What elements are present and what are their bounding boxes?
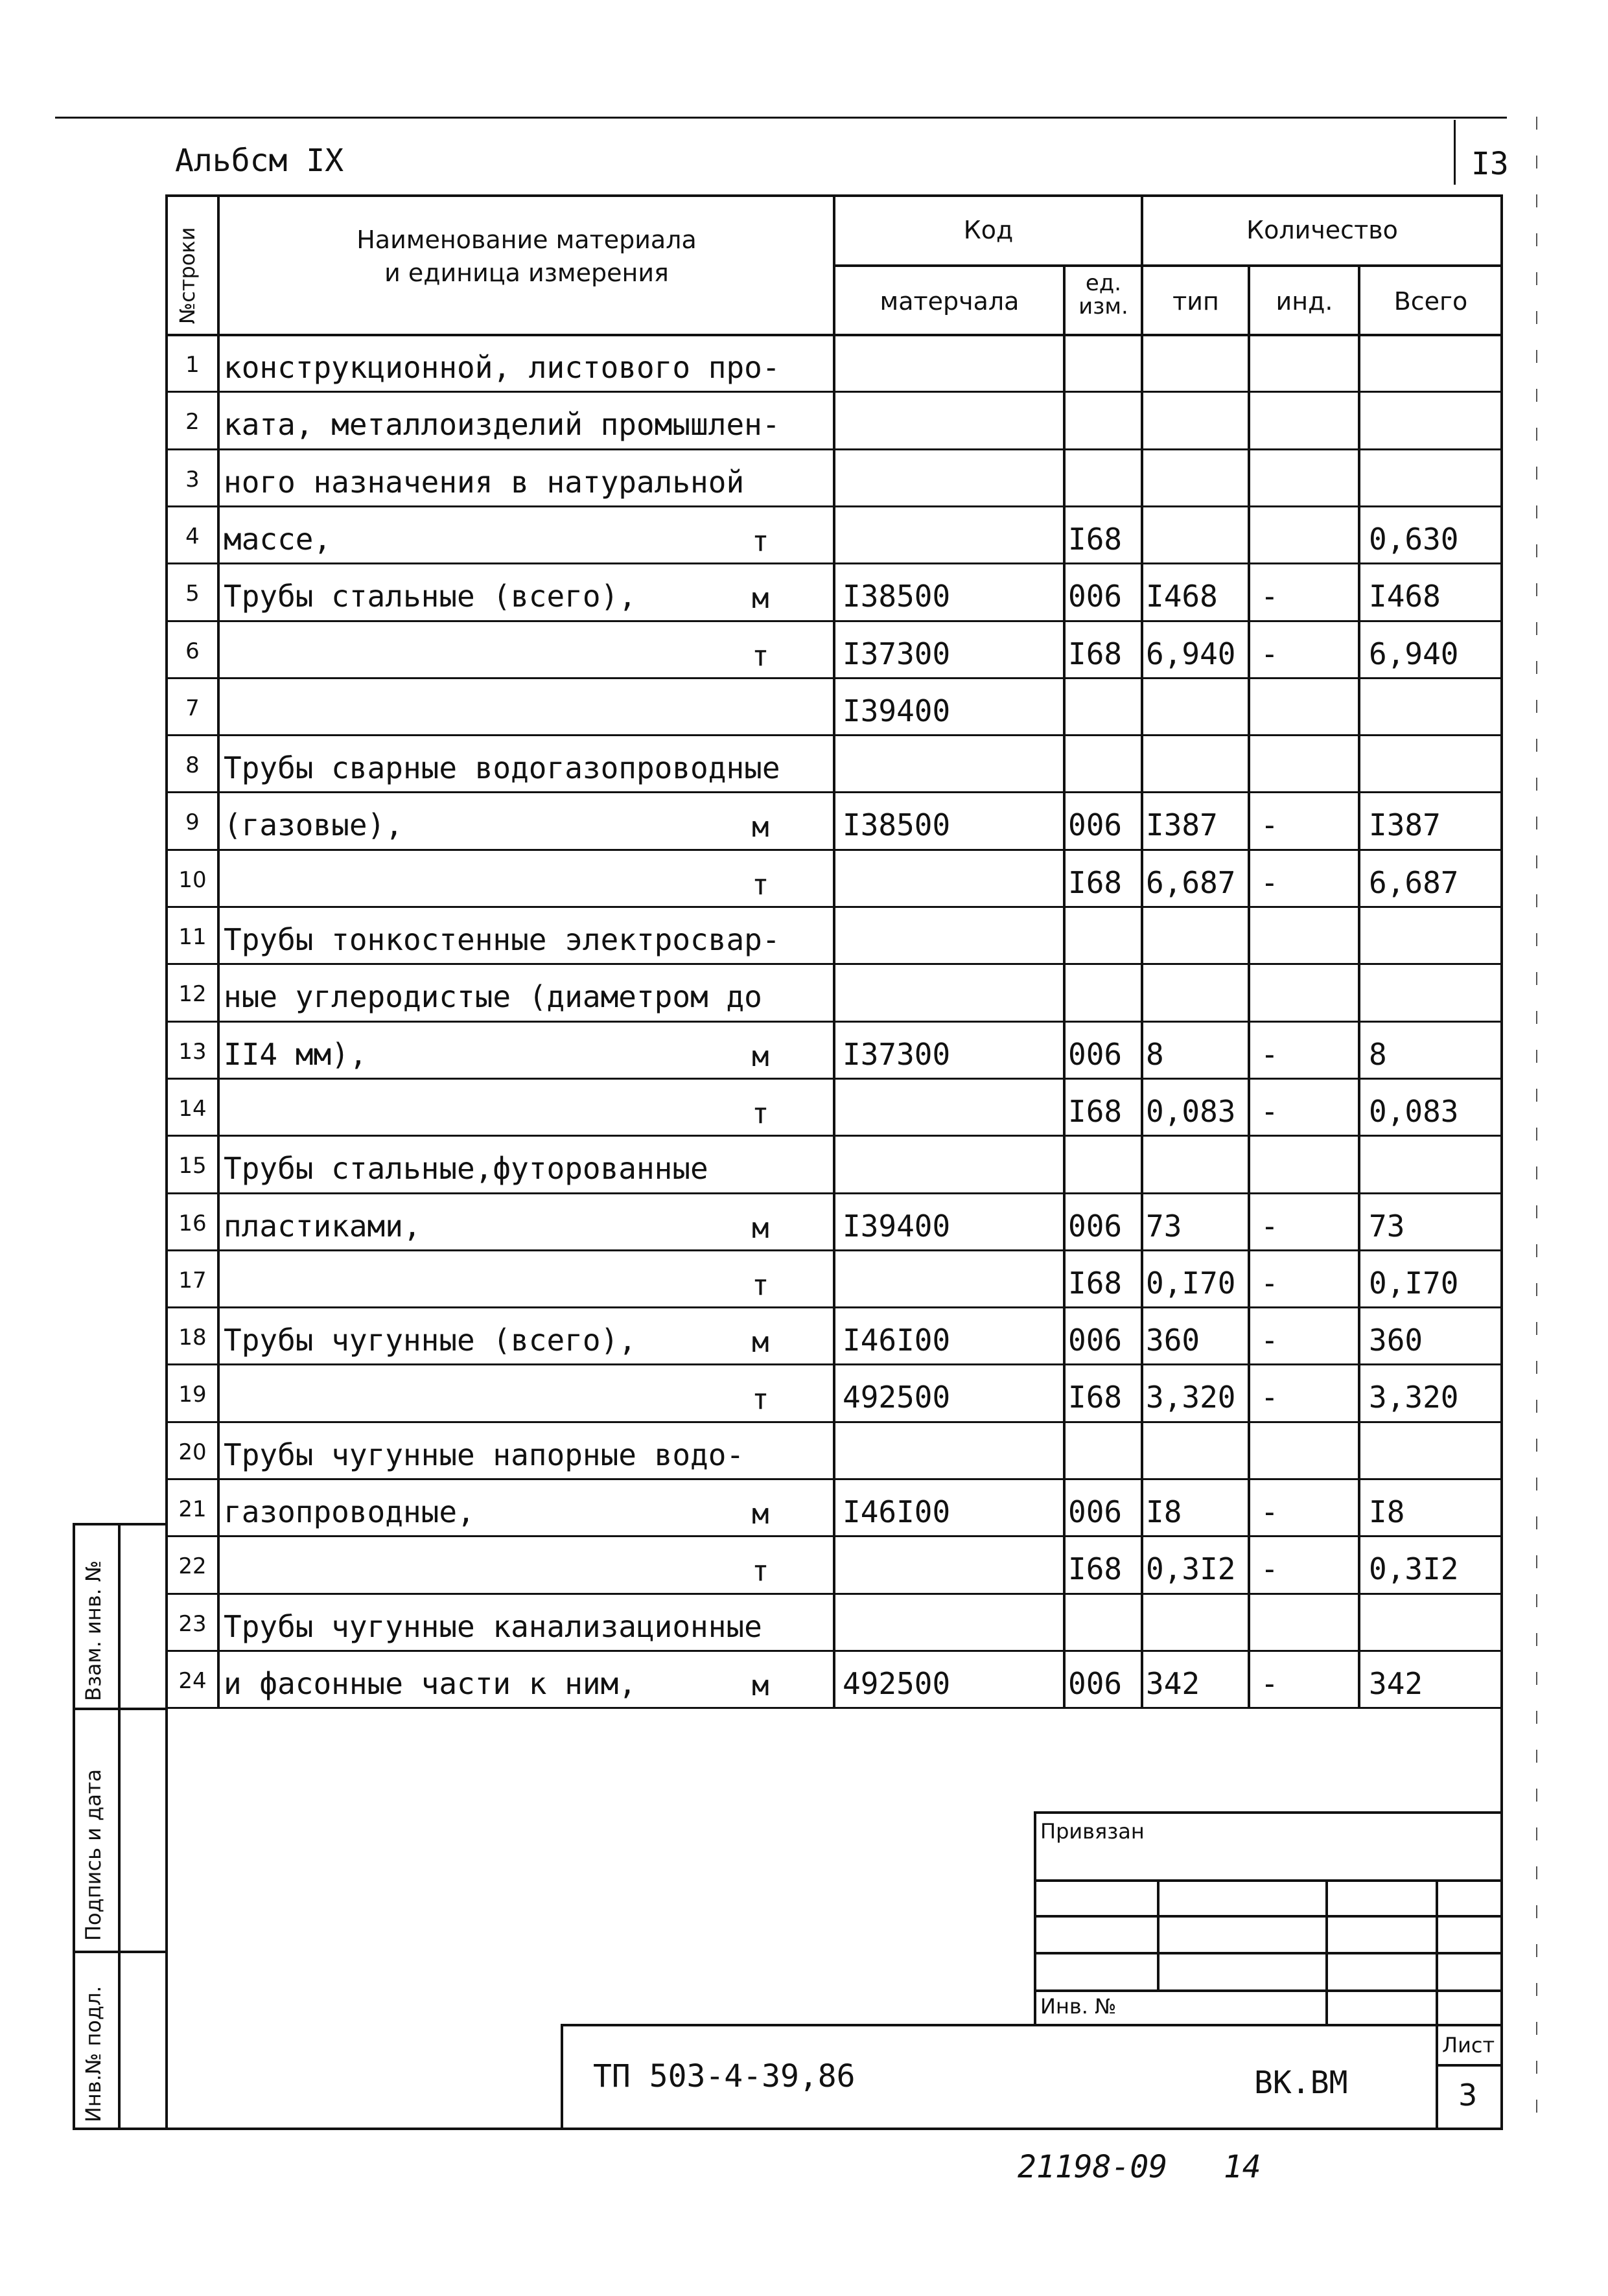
cell-unit: 006 xyxy=(1068,1666,1123,1701)
table-line xyxy=(833,264,1503,267)
table-line xyxy=(165,1249,1503,1251)
table-line xyxy=(1500,194,1503,1708)
cell-unit: I68 xyxy=(1068,1094,1123,1129)
row-number: 14 xyxy=(178,1096,207,1122)
header-total: Всего xyxy=(1393,287,1468,316)
cell-total: I387 xyxy=(1369,807,1441,842)
unit-abbr: т xyxy=(752,1555,769,1588)
row-number: 13 xyxy=(178,1039,207,1065)
cell-total: I8 xyxy=(1369,1494,1405,1529)
cell-mat: I38500 xyxy=(843,579,951,614)
stamp-podpis: Подпись и дата xyxy=(81,1768,106,1941)
row-number: 1 xyxy=(185,352,200,378)
material-name: Трубы чугунные напорные водо- xyxy=(224,1437,745,1472)
row-number: 7 xyxy=(185,695,200,721)
unit-abbr: т xyxy=(752,640,769,673)
table-line xyxy=(165,505,1503,507)
header-unit-text: ед. изм. xyxy=(1078,270,1128,319)
frame-left xyxy=(165,1708,168,2129)
cell-type: I468 xyxy=(1146,579,1218,614)
tb-privyazan: Привязан xyxy=(1040,1819,1145,1844)
table-line xyxy=(165,1192,1503,1194)
stamp-line xyxy=(73,1951,167,1953)
cell-ind: - xyxy=(1261,1266,1279,1301)
row-number: 10 xyxy=(178,867,207,893)
table-line xyxy=(165,1535,1503,1537)
cell-mat: I39400 xyxy=(843,1209,951,1244)
frame-bottom xyxy=(165,2128,1503,2130)
cell-type: 6,687 xyxy=(1146,865,1236,900)
tb-line xyxy=(1436,2064,1503,2067)
cell-ind: - xyxy=(1261,1380,1279,1415)
cell-total: 8 xyxy=(1369,1037,1387,1072)
table-line xyxy=(165,1363,1503,1365)
row-number: 20 xyxy=(178,1439,207,1465)
row-number: 21 xyxy=(178,1496,207,1522)
cell-mat: I37300 xyxy=(843,636,951,671)
tb-line xyxy=(1034,1811,1503,1814)
header-code: Код xyxy=(963,216,1014,244)
cell-unit: 006 xyxy=(1068,579,1123,614)
cell-type: 342 xyxy=(1146,1666,1200,1701)
table-line xyxy=(165,677,1503,679)
row-number: 12 xyxy=(178,981,207,1007)
row-number: 2 xyxy=(185,409,200,435)
cell-mat: I38500 xyxy=(843,807,951,842)
cell-ind: - xyxy=(1261,1094,1279,1129)
header-quantity: Количество xyxy=(1246,216,1398,244)
row-number: 16 xyxy=(178,1211,207,1236)
material-name: ката, металлоизделий промышлен- xyxy=(224,407,780,442)
tb-line xyxy=(561,2024,563,2129)
stamp-inv-podl: Инв.№ подл. xyxy=(81,1986,106,2122)
cell-total: 73 xyxy=(1369,1209,1405,1244)
material-name: Трубы сварные водогазопроводные xyxy=(224,750,780,785)
cell-type: 73 xyxy=(1146,1209,1182,1244)
tb-sheet-number: 3 xyxy=(1458,2078,1478,2113)
table-line xyxy=(217,194,220,1708)
table-line xyxy=(165,963,1503,965)
cell-total: 0,630 xyxy=(1369,522,1459,557)
cell-unit: I68 xyxy=(1068,1551,1123,1586)
table-line xyxy=(1141,194,1143,1708)
cell-mat: I37300 xyxy=(843,1037,951,1072)
header-ind: инд. xyxy=(1276,287,1333,316)
table-line xyxy=(165,1306,1503,1308)
material-name: Трубы стальные,футорованные xyxy=(224,1151,708,1186)
tb-doc-code: ТП 503-4-39,86 xyxy=(593,2058,856,2094)
tb-line xyxy=(561,2024,1503,2026)
tb-line xyxy=(1034,1879,1503,1882)
cell-type: 3,320 xyxy=(1146,1380,1236,1415)
cell-type: 0,I70 xyxy=(1146,1266,1236,1301)
stamp-line xyxy=(73,2128,167,2130)
cell-total: 6,940 xyxy=(1369,636,1459,671)
cell-unit: 006 xyxy=(1068,1494,1123,1529)
tb-section: ВК.ВМ xyxy=(1254,2065,1348,2101)
table-line xyxy=(165,1421,1503,1423)
cell-mat: 492500 xyxy=(843,1666,951,1701)
cell-total: 6,687 xyxy=(1369,865,1459,900)
row-number: 18 xyxy=(178,1325,207,1351)
table-line xyxy=(165,1707,1503,1709)
cell-total: 360 xyxy=(1369,1323,1423,1358)
table-line xyxy=(165,194,168,1708)
top-border-line xyxy=(55,117,1507,119)
cell-ind: - xyxy=(1261,636,1279,671)
tb-line xyxy=(1436,1879,1438,2129)
unit-abbr: м xyxy=(752,1326,769,1359)
cell-type: 0,083 xyxy=(1146,1094,1236,1129)
cell-total: 0,3I2 xyxy=(1369,1551,1459,1586)
page-number-divider xyxy=(1454,120,1456,185)
unit-abbr: м xyxy=(752,1498,769,1531)
header-material: матерчала xyxy=(880,287,1020,316)
cell-type: 6,940 xyxy=(1146,636,1236,671)
row-number: 11 xyxy=(178,924,207,950)
tb-line xyxy=(1325,1879,1328,2025)
row-number: 3 xyxy=(185,467,200,493)
table-line xyxy=(165,562,1503,564)
stamp-line xyxy=(73,1523,75,2129)
table-line xyxy=(165,448,1503,450)
cell-mat: I46I00 xyxy=(843,1323,951,1358)
cell-total: 3,320 xyxy=(1369,1380,1459,1415)
row-number: 8 xyxy=(185,752,200,778)
stamp-line xyxy=(73,1523,167,1525)
cell-unit: I68 xyxy=(1068,636,1123,671)
cell-type: I387 xyxy=(1146,807,1218,842)
cell-mat: 492500 xyxy=(843,1380,951,1415)
table-line xyxy=(1358,266,1360,1708)
stamp-line xyxy=(73,1708,167,1710)
table-line xyxy=(165,194,1503,197)
material-name: II4 мм), xyxy=(224,1037,367,1072)
unit-abbr: м xyxy=(752,1669,769,1702)
table-line xyxy=(165,849,1503,851)
material-name: пластиками, xyxy=(224,1209,421,1244)
cell-total: I468 xyxy=(1369,579,1441,614)
cell-unit: 006 xyxy=(1068,807,1123,842)
material-name: (газовые), xyxy=(224,807,403,842)
table-line xyxy=(165,734,1503,736)
cell-type: 360 xyxy=(1146,1323,1200,1358)
table-line xyxy=(1248,266,1250,1708)
cell-type: 0,3I2 xyxy=(1146,1551,1236,1586)
table-line xyxy=(165,1593,1503,1595)
unit-abbr: т xyxy=(752,1269,769,1302)
header-type: тип xyxy=(1172,287,1219,316)
table-line xyxy=(165,1650,1503,1652)
cell-unit: 006 xyxy=(1068,1037,1123,1072)
unit-abbr: т xyxy=(752,525,769,558)
cell-ind: - xyxy=(1261,579,1279,614)
cell-unit: I68 xyxy=(1068,522,1123,557)
material-name: конструкционной, листового про- xyxy=(224,350,780,385)
footer-handwritten: 21198-09 14 xyxy=(1018,2149,1261,2185)
album-label: Альбсм IX xyxy=(175,143,344,179)
cell-total: 0,083 xyxy=(1369,1094,1459,1129)
header-name xyxy=(220,224,833,290)
unit-abbr: м xyxy=(752,811,769,844)
tb-line xyxy=(1034,1989,1503,1992)
row-number: 19 xyxy=(178,1382,207,1408)
table-line xyxy=(165,391,1503,393)
cell-ind: - xyxy=(1261,1666,1279,1701)
cell-unit: I68 xyxy=(1068,1266,1123,1301)
cell-ind: - xyxy=(1261,1209,1279,1244)
row-number: 9 xyxy=(185,809,200,835)
table-line xyxy=(1063,266,1066,1708)
frame-right-dashed xyxy=(1536,117,1537,2139)
cell-unit: 006 xyxy=(1068,1209,1123,1244)
cell-total: 0,I70 xyxy=(1369,1266,1459,1301)
cell-mat: I39400 xyxy=(843,693,951,728)
stamp-vzam: Взам. инв. № xyxy=(81,1560,106,1701)
unit-abbr: т xyxy=(752,1097,769,1130)
row-number: 24 xyxy=(178,1668,207,1694)
cell-ind: - xyxy=(1261,865,1279,900)
material-name: и фасонные части к ним, xyxy=(224,1666,636,1701)
cell-type: I8 xyxy=(1146,1494,1182,1529)
material-name: ные углеродистые (диаметром до xyxy=(224,979,762,1014)
table-line xyxy=(165,1078,1503,1080)
material-name: Трубы стальные (всего), xyxy=(224,579,636,614)
unit-abbr: м xyxy=(752,582,769,615)
cell-unit: I68 xyxy=(1068,865,1123,900)
row-number: 15 xyxy=(178,1153,207,1179)
row-number: 5 xyxy=(185,581,200,607)
cell-unit: I68 xyxy=(1068,1380,1123,1415)
material-name: ного назначения в натуральной xyxy=(224,465,745,500)
tb-line xyxy=(1157,1879,1159,1989)
cell-unit: 006 xyxy=(1068,1323,1123,1358)
cell-ind: - xyxy=(1261,807,1279,842)
tb-inv-no: Инв. № xyxy=(1040,1994,1117,2019)
material-name: газопроводные, xyxy=(224,1494,475,1529)
header-row-number: №строки xyxy=(175,227,200,324)
unit-abbr: т xyxy=(752,868,769,901)
tb-line xyxy=(1034,1915,1503,1918)
row-number: 6 xyxy=(185,638,200,664)
material-name: Трубы тонкостенные электросвар- xyxy=(224,922,780,957)
row-number: 17 xyxy=(178,1268,207,1293)
tb-sheet-label: Лист xyxy=(1442,2033,1495,2058)
table-line xyxy=(833,194,835,1708)
unit-abbr: т xyxy=(752,1383,769,1416)
cell-ind: - xyxy=(1261,1551,1279,1586)
cell-type: 8 xyxy=(1146,1037,1164,1072)
unit-abbr: м xyxy=(752,1212,769,1245)
tb-line xyxy=(1034,1811,1036,2025)
unit-abbr: м xyxy=(752,1040,769,1073)
row-number: 22 xyxy=(178,1553,207,1579)
header-name-text: Наименование материала и единица измерения xyxy=(356,226,697,288)
cell-total: 342 xyxy=(1369,1666,1423,1701)
cell-ind: - xyxy=(1261,1037,1279,1072)
material-name: Трубы чугунные канализационные xyxy=(224,1609,762,1644)
material-name: Трубы чугунные (всего), xyxy=(224,1323,636,1358)
tb-line xyxy=(1034,1952,1503,1954)
cell-mat: I46I00 xyxy=(843,1494,951,1529)
material-name: массе, xyxy=(224,522,332,557)
row-number: 4 xyxy=(185,524,200,550)
table-line xyxy=(165,1021,1503,1023)
table-line xyxy=(165,906,1503,908)
table-line xyxy=(165,791,1503,793)
table-line xyxy=(165,620,1503,622)
row-number: 23 xyxy=(178,1611,207,1637)
cell-ind: - xyxy=(1261,1494,1279,1529)
stamp-line xyxy=(118,1523,121,2129)
table-line xyxy=(165,1478,1503,1480)
page-number: I3 xyxy=(1471,146,1509,182)
table-line xyxy=(165,1135,1503,1137)
cell-ind: - xyxy=(1261,1323,1279,1358)
table-line xyxy=(165,334,1503,336)
header-unit xyxy=(1066,272,1141,318)
